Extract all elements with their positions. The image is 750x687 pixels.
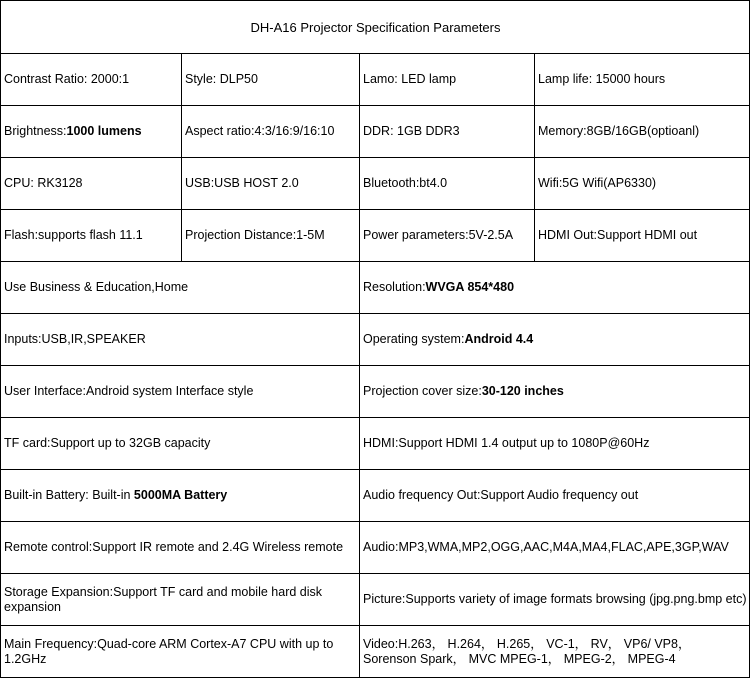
spec-label: Brightness:	[4, 124, 67, 138]
table-row	[1, 418, 750, 470]
spec-label: Resolution:	[363, 280, 426, 294]
spec-cell	[360, 314, 750, 366]
spec-cell	[360, 418, 750, 470]
spec-label: User Interface:Android system Interface style	[4, 384, 254, 398]
spec-cell	[1, 106, 182, 158]
spec-cell	[360, 522, 750, 574]
spec-value: 5000MA Battery	[133, 488, 228, 502]
spec-cell	[360, 54, 535, 106]
spec-label: Flash:supports flash 11.1	[4, 228, 143, 242]
spec-cell	[1, 470, 360, 522]
spec-cell	[182, 106, 360, 158]
spec-cell	[535, 210, 750, 262]
spec-cell	[182, 210, 360, 262]
spec-cell	[1, 366, 360, 418]
spec-label: Power parameters:5V-2.5A	[363, 228, 514, 242]
spec-cell	[360, 210, 535, 262]
spec-cell	[1, 626, 360, 678]
spec-label: HDMI:Support HDMI 1.4 output up to 1080P@60Hz	[363, 436, 650, 450]
spec-value: 30-120 inches	[481, 384, 564, 398]
table-row	[1, 106, 750, 158]
spec-cell	[360, 106, 535, 158]
spec-label: Storage Expansion:Support TF card and mobile hard disk expansion	[4, 584, 323, 614]
table-row	[1, 522, 750, 574]
spec-cell	[535, 158, 750, 210]
table-row	[1, 210, 750, 262]
spec-label: Aspect ratio:4:3/16:9/16:10	[185, 124, 335, 138]
spec-label: Projection cover size:	[363, 384, 482, 398]
spec-label: Style: DLP50	[185, 72, 258, 86]
spec-label: Picture:Supports variety of image formats browsing (jpg.png.bmp etc)	[363, 592, 747, 606]
spec-label: Lamo: LED lamp	[363, 72, 457, 86]
table-title: DH-A16 Projector Specification Parameters	[1, 1, 750, 54]
spec-label: Remote control:Support IR remote and 2.4G Wireless remote	[4, 540, 344, 554]
spec-value: 1000 lumens	[66, 124, 142, 138]
spec-label: Main Frequency:Quad-core ARM Cortex-A7 CPU with up to 1.2GHz	[4, 636, 334, 666]
table-row	[1, 574, 750, 626]
spec-cell	[535, 54, 750, 106]
spec-cell	[1, 210, 182, 262]
spec-cell	[1, 574, 360, 626]
spec-value: WVGA 854*480	[425, 280, 515, 294]
spec-cell	[360, 626, 750, 678]
table-row	[1, 626, 750, 678]
spec-label: Projection Distance:1-5M	[185, 228, 325, 242]
spec-cell	[1, 54, 182, 106]
spec-cell	[1, 418, 360, 470]
spec-label: Inputs:USB,IR,SPEAKER	[4, 332, 146, 346]
table-row	[1, 54, 750, 106]
spec-label: Operating system:	[363, 332, 465, 346]
table-row	[1, 262, 750, 314]
spec-label: Video:H.263， H.264， H.265， VC-1， RV， VP6/ VP8， Sorenson Spark， MVC MPEG-1， MPEG-2， MPEG-4	[363, 636, 691, 666]
spec-cell	[360, 262, 750, 314]
spec-label: TF card:Support up to 32GB capacity	[4, 436, 211, 450]
spec-label: Contrast Ratio: 2000:1	[4, 72, 130, 86]
spec-label: DDR: 1GB DDR3	[363, 124, 460, 138]
table-row	[1, 314, 750, 366]
title-row	[1, 1, 750, 54]
spec-cell	[360, 574, 750, 626]
spec-label: CPU: RK3128	[4, 176, 83, 190]
table-row	[1, 470, 750, 522]
spec-label: Audio:MP3,WMA,MP2,OGG,AAC,M4A,MA4,FLAC,APE,3GP,WAV	[363, 540, 729, 554]
spec-cell	[1, 522, 360, 574]
spec-value: Android 4.4	[464, 332, 534, 346]
spec-cell	[360, 158, 535, 210]
spec-label: Wifi:5G Wifi(AP6330)	[538, 176, 657, 190]
spec-label: Built-in Battery: Built-in	[4, 488, 134, 502]
spec-cell	[535, 106, 750, 158]
spec-label: Memory:8GB/16GB(optioanl)	[538, 124, 700, 138]
spec-label: Use Business & Education,Home	[4, 280, 189, 294]
table-row	[1, 366, 750, 418]
spec-label: HDMI Out:Support HDMI out	[538, 228, 698, 242]
spec-label: Audio frequency Out:Support Audio frequency out	[363, 488, 639, 502]
spec-label: USB:USB HOST 2.0	[185, 176, 299, 190]
spec-label: Lamp life: 15000 hours	[538, 72, 666, 86]
spec-cell	[1, 158, 182, 210]
table-row	[1, 158, 750, 210]
spec-cell	[1, 314, 360, 366]
spec-cell	[360, 366, 750, 418]
spec-cell	[182, 54, 360, 106]
spec-cell	[1, 262, 360, 314]
spec-cell	[182, 158, 360, 210]
spec-cell	[360, 470, 750, 522]
spec-label: Bluetooth:bt4.0	[363, 176, 448, 190]
